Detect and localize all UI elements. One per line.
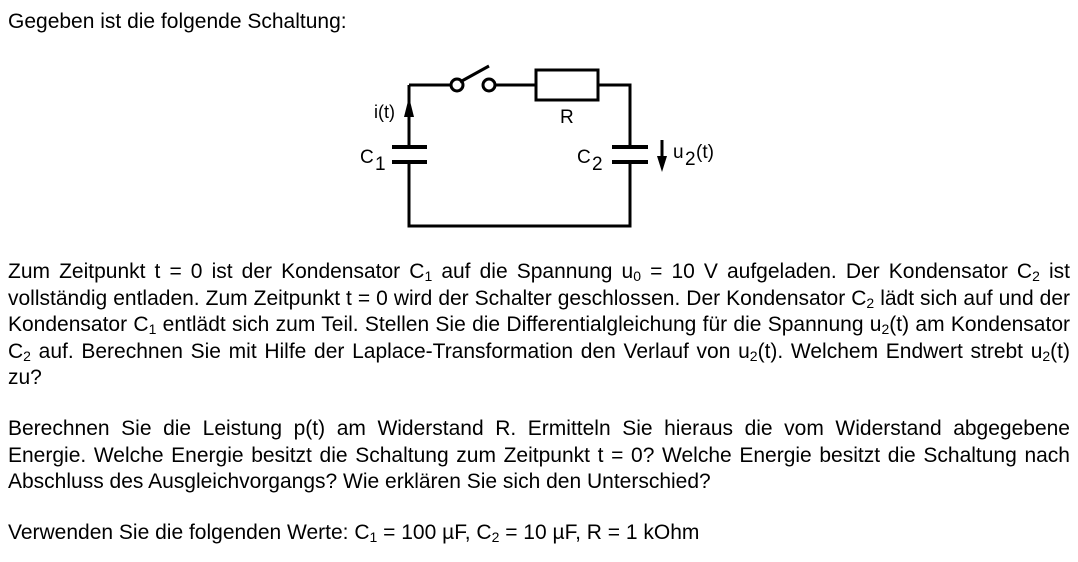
- switch-contact-right: [483, 79, 495, 91]
- wire-top-right: [598, 85, 630, 147]
- u2-subscript: 2: [685, 149, 696, 170]
- current-arrow-icon: [404, 97, 414, 117]
- values-paragraph: Verwenden Sie die folgenden Werte: $C_1 = 100$ µF, $C_2 = 10$ µF, R = 1 kOhm: [8, 521, 700, 545]
- c2-subscript: 2: [592, 154, 603, 175]
- c2-label: C: [577, 147, 591, 168]
- c1-subscript: 1: [375, 154, 386, 175]
- current-label: i(t): [374, 102, 395, 122]
- u2-suffix: (t): [696, 142, 714, 163]
- task-paragraph-2: Berechnen Sie die Leistung p(t) am Widerstand R. Ermitteln Sie hieraus die vom Widerstand abgegebene Energie. Welche Energie besitzt die Schaltung zum Zeitpunkt t = 0? Welche Energie besitzt die Schaltung nach Abschluss des Ausgleichvorgangs? Wie erklären Sie sich den Unterschied?: [8, 417, 1070, 493]
- resistor-label: R: [560, 107, 574, 128]
- u2-label: u: [673, 142, 684, 163]
- task-paragraph-1: Zum Zeitpunkt t = 0 ist der Kondensator $C_1$ auf die Spannung $u_0 = 10$ V aufgeladen. Der Kondensator $C_2$ ist vollständig entladen. Zum Zeitpunkt t = 0 wird der Schalter geschlossen. Der Kondensator $C_2$ lädt sich auf und der Kondensator $C_1$ entlädt sich zum Teil. Stellen Sie die Differentialgleichung für die Spannung $u_2(t)$ am Kondensator $C_2$ auf. Berechnen Sie mit Hilfe der Laplace-Transformation den Verlauf von $u_2(t)$. Welchem Endwert strebt $u_2(t)$ zu?: [8, 260, 1070, 389]
- c1-label: C: [360, 147, 374, 168]
- resistor: [536, 70, 598, 100]
- voltage-arrow-icon: [657, 156, 667, 172]
- intro-text: Gegeben ist die folgende Schaltung:: [8, 10, 347, 33]
- circuit-diagram: [0, 0, 1078, 240]
